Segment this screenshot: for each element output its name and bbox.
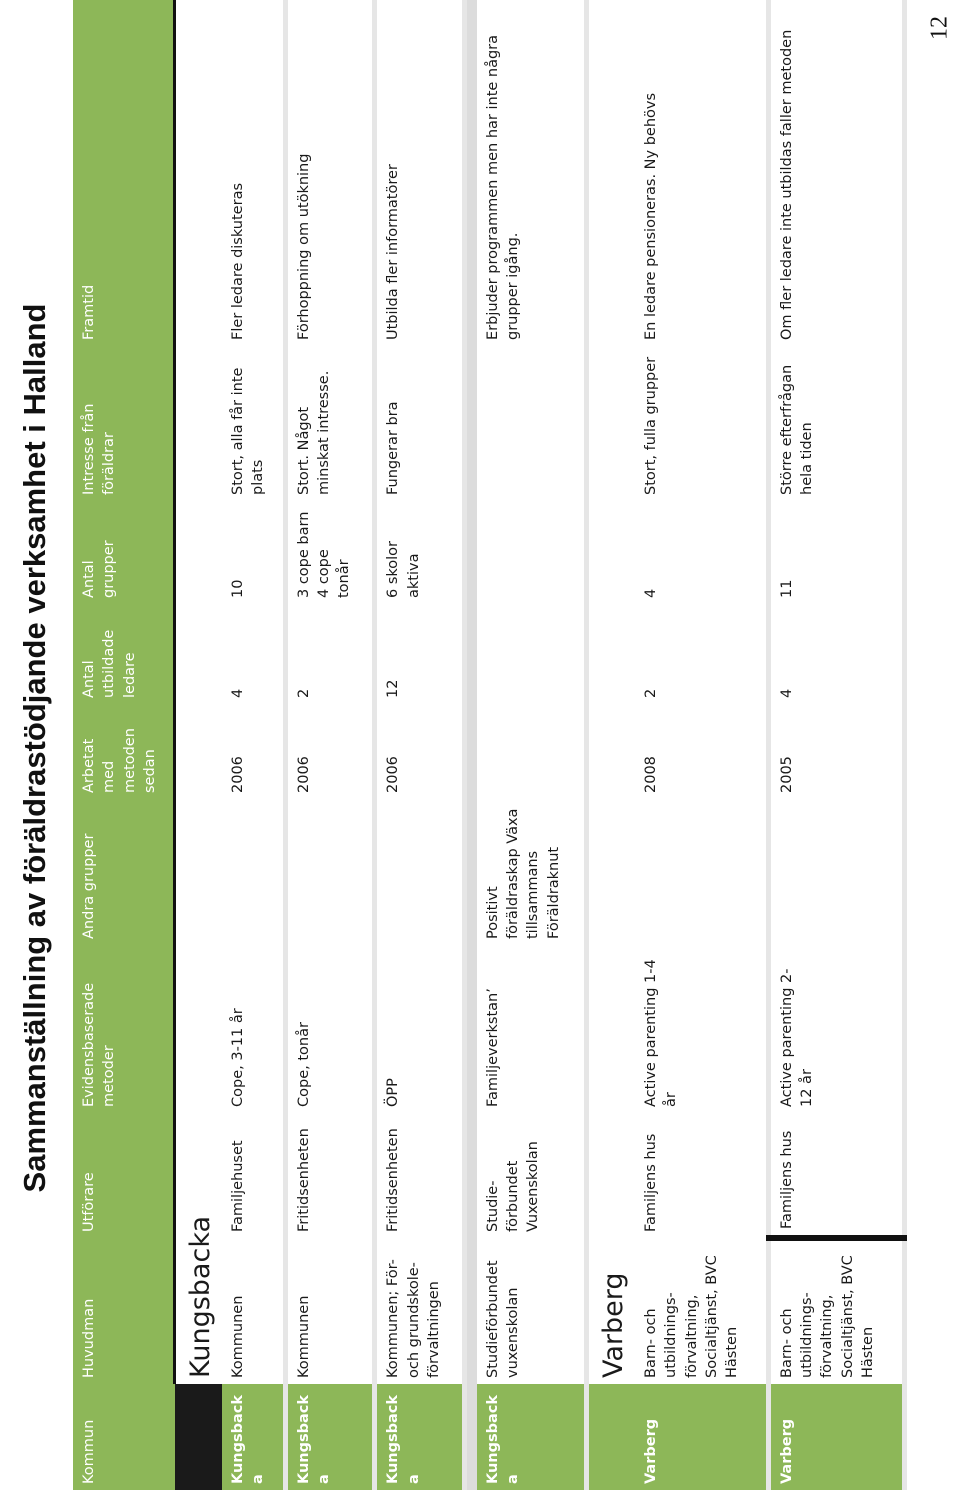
framtid-cell: Fler ledare diskuteras [222,0,285,346]
huvudman-cell: Kommunen; För- och grundskole-förvaltningen [375,1238,464,1384]
ledare-cell: 4 [768,604,904,704]
evidens-cell: Active parenting 2-12 år [768,945,904,1113]
section-corner [587,1384,636,1490]
table-row [477,0,587,1490]
utforare-cell: Familjens hus [635,1113,768,1238]
sedan-cell [477,704,587,799]
sedan-cell: 2006 [222,704,285,799]
table-header-row [73,0,175,1490]
ledare-cell: 12 [375,604,464,704]
sedan-cell: 2005 [768,704,904,799]
sedan-cell: 2008 [635,704,768,799]
col-header-kommun: Kommun [73,1384,175,1490]
andra-cell [285,799,374,945]
utforare-cell: Familjens hus [768,1113,904,1238]
sedan-cell: 2006 [375,704,464,799]
evidens-cell: Cope, tonår [285,945,374,1113]
sedan-cell: 2006 [285,704,374,799]
intresse-cell: Stort. Något minskat intresse. [285,346,374,501]
kommun-cell: Kungsbacka [375,1384,464,1490]
huvudman-cell: Kommunen [222,1238,285,1384]
huvudman-cell: Studieförbundet vuxenskolan [477,1238,587,1384]
section-corner [175,1384,223,1490]
col-header-sedan: Arbetat med metoden sedan [73,704,175,799]
table-row [375,0,464,1490]
evidens-cell: Active parenting 1-4 år [635,945,768,1113]
section-row-varberg [587,0,636,1490]
kommun-cell: Varberg [768,1384,904,1490]
grupper-cell: 3 cope barn 4 cope tonår [285,501,374,604]
table-row [635,0,768,1490]
intresse-cell: Fungerar bra [375,346,464,501]
intresse-cell: Större efterfrågan hela tiden [768,346,904,501]
intresse-cell: Stort, alla får inte plats [222,346,285,501]
summary-table [73,0,907,1490]
grupper-cell: 4 [635,501,768,604]
evidens-cell: ÖPP [375,945,464,1113]
col-header-framtid: Framtid [73,0,175,346]
col-header-huvudman: Huvudman [73,1238,175,1384]
grupper-cell: 10 [222,501,285,604]
page-title: Sammanställning av föräldrastödjande verksamhet i Halland [17,303,52,1193]
framtid-cell: Förhoppning om utökning [285,0,374,346]
kommun-cell: Kungsbacka [477,1384,587,1490]
ledare-cell [477,604,587,704]
framtid-cell: Erbjuder programmen men har inte några grupper igång. [477,0,587,346]
col-header-intresse: Intresse från föräldrar [73,346,175,501]
framtid-cell: Om fler ledare inte utbildas faller metoden [768,0,904,346]
col-header-grupper: Antal grupper [73,501,175,604]
ledare-cell: 4 [222,604,285,704]
row-separator-cell [464,0,477,1490]
intresse-cell: Stort, fulla grupper [635,346,768,501]
section-row-kungsbacka [175,0,223,1490]
andra-cell [375,799,464,945]
page-number: 12 [926,16,953,40]
col-header-ledare: Antal utbildade ledare [73,604,175,704]
table-row [222,0,285,1490]
table-row [285,0,374,1490]
framtid-cell: En ledare pensioneras. Ny behövs [635,0,768,346]
andra-cell: Positivt föräldraskap Växa tillsammans Föräldraknut [477,799,587,945]
table-row [768,0,904,1490]
utforare-cell: Studie-förbundet Vuxenskolan [477,1113,587,1238]
grupper-cell [477,501,587,604]
col-header-andra: Andra grupper [73,799,175,945]
col-header-evidens: Evidensbaserade metoder [73,945,175,1113]
ledare-cell: 2 [285,604,374,704]
intresse-cell [477,346,587,501]
huvudman-cell: Barn- och utbildnings-förvaltning, Socialtjänst, BVC Hästen [635,1238,768,1384]
huvudman-cell: Barn- och utbildnings-förvaltning, Socialtjänst, BVC Hästen [768,1238,904,1384]
ledare-cell: 2 [635,604,768,704]
kommun-cell: Kungsbacka [222,1384,285,1490]
andra-cell [222,799,285,945]
kommun-cell: Kungsbacka [285,1384,374,1490]
col-header-utforare: Utförare [73,1113,175,1238]
utforare-cell: Fritidsenheten [375,1113,464,1238]
section-heading-varberg: Varberg [598,1272,630,1378]
grupper-cell: 6 skolor aktiva [375,501,464,604]
grupper-cell: 11 [768,501,904,604]
section-heading-kungsbacka: Kungsbacka [175,0,223,1384]
evidens-cell: Cope, 3-11 år [222,945,285,1113]
utforare-cell: Familjehuset [222,1113,285,1238]
andra-cell [768,799,904,945]
huvudman-cell: Kommunen [285,1238,374,1384]
andra-cell [635,799,768,945]
kommun-cell: Varberg [635,1384,768,1490]
framtid-cell: Utbilda fler informatörer [375,0,464,346]
utforare-cell: Fritidsenheten [285,1113,374,1238]
evidens-cell: Familjeverkstan’ [477,945,587,1113]
summary-table-rotated [73,0,907,1490]
row-separator [464,0,477,1490]
